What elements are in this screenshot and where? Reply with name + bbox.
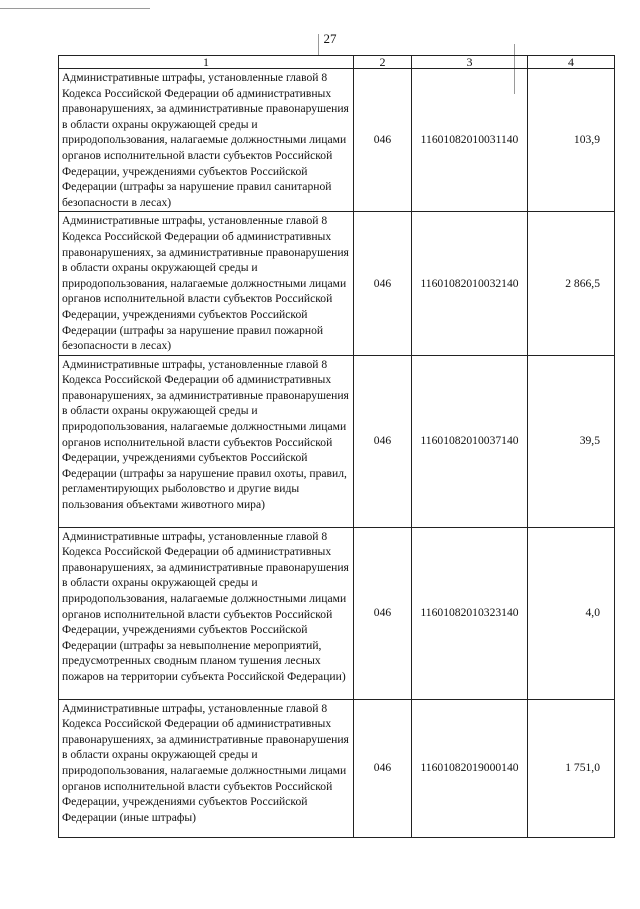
row-kbk-code: 11601082010323140 bbox=[412, 527, 528, 699]
row-description: Административные штрафы, установленные главой 8 Кодекса Российской Федерации об административных правонарушениях, за административные правонарушения в области охраны окружающей среды и природопользования, налагаемые должностными лицами органов исполнительной власти субъектов Российской Федерации, учреждениями субъектов Российской Федерации (штрафы за нарушение правил охоты, правил, регламентирующих рыболовство и другие виды пользования объектами животного мира) bbox=[59, 355, 354, 527]
table-row bbox=[59, 355, 615, 527]
budget-table bbox=[58, 55, 615, 838]
table-row bbox=[59, 69, 615, 212]
row-kbk-code: 11601082010032140 bbox=[412, 212, 528, 355]
table-row bbox=[59, 527, 615, 699]
row-description: Административные штрафы, установленные главой 8 Кодекса Российской Федерации об административных правонарушениях, за административные правонарушения в области охраны окружающей среды и природопользования, налагаемые должностными лицами органов исполнительной власти субъектов Российской Федерации, учреждениями субъектов Российской Федерации (иные штрафы) bbox=[59, 699, 354, 837]
row-description: Административные штрафы, установленные главой 8 Кодекса Российской Федерации об административных правонарушениях, за административные правонарушения в области охраны окружающей среды и природопользования, налагаемые должностными лицами органов исполнительной власти субъектов Российской Федерации, учреждениями субъектов Российской Федерации (штрафы за нарушение правил санитарной безопасности в лесах) bbox=[59, 69, 354, 212]
row-admin-code: 046 bbox=[354, 355, 412, 527]
row-description: Административные штрафы, установленные главой 8 Кодекса Российской Федерации об административных правонарушениях, за административные правонарушения в области охраны окружающей среды и природопользования, налагаемые должностными лицами органов исполнительной власти субъектов Российской Федерации, учреждениями субъектов Российской Федерации (штрафы за невыполнение мероприятий, предусмотренных сводным планом тушения лесных пожаров на территории субъекта Российской Федерации) bbox=[59, 527, 354, 699]
row-admin-code: 046 bbox=[354, 699, 412, 837]
header-cell: 3 bbox=[412, 56, 528, 69]
table-row bbox=[59, 212, 615, 355]
table-header-row bbox=[59, 56, 615, 69]
scan-line-top-left bbox=[0, 8, 150, 9]
page-number: 27 bbox=[323, 31, 337, 46]
row-amount: 103,9 bbox=[528, 69, 615, 212]
row-amount: 4,0 bbox=[528, 527, 615, 699]
row-kbk-code: 11601082010031140 bbox=[412, 69, 528, 212]
row-amount: 2 866,5 bbox=[528, 212, 615, 355]
row-description: Административные штрафы, установленные главой 8 Кодекса Российской Федерации об административных правонарушениях, за административные правонарушения в области охраны окружающей среды и природопользования, налагаемые должностными лицами органов исполнительной власти субъектов Российской Федерации, учреждениями субъектов Российской Федерации (штрафы за нарушение правил пожарной безопасности в лесах) bbox=[59, 212, 354, 355]
table-row bbox=[59, 699, 615, 837]
header-cell: 2 bbox=[354, 56, 412, 69]
row-admin-code: 046 bbox=[354, 212, 412, 355]
row-kbk-code: 11601082010037140 bbox=[412, 355, 528, 527]
row-amount: 39,5 bbox=[528, 355, 615, 527]
row-admin-code: 046 bbox=[354, 69, 412, 212]
row-admin-code: 046 bbox=[354, 527, 412, 699]
header-cell: 1 bbox=[59, 56, 354, 69]
row-amount: 1 751,0 bbox=[528, 699, 615, 837]
header-cell: 4 bbox=[528, 56, 615, 69]
row-kbk-code: 11601082019000140 bbox=[412, 699, 528, 837]
